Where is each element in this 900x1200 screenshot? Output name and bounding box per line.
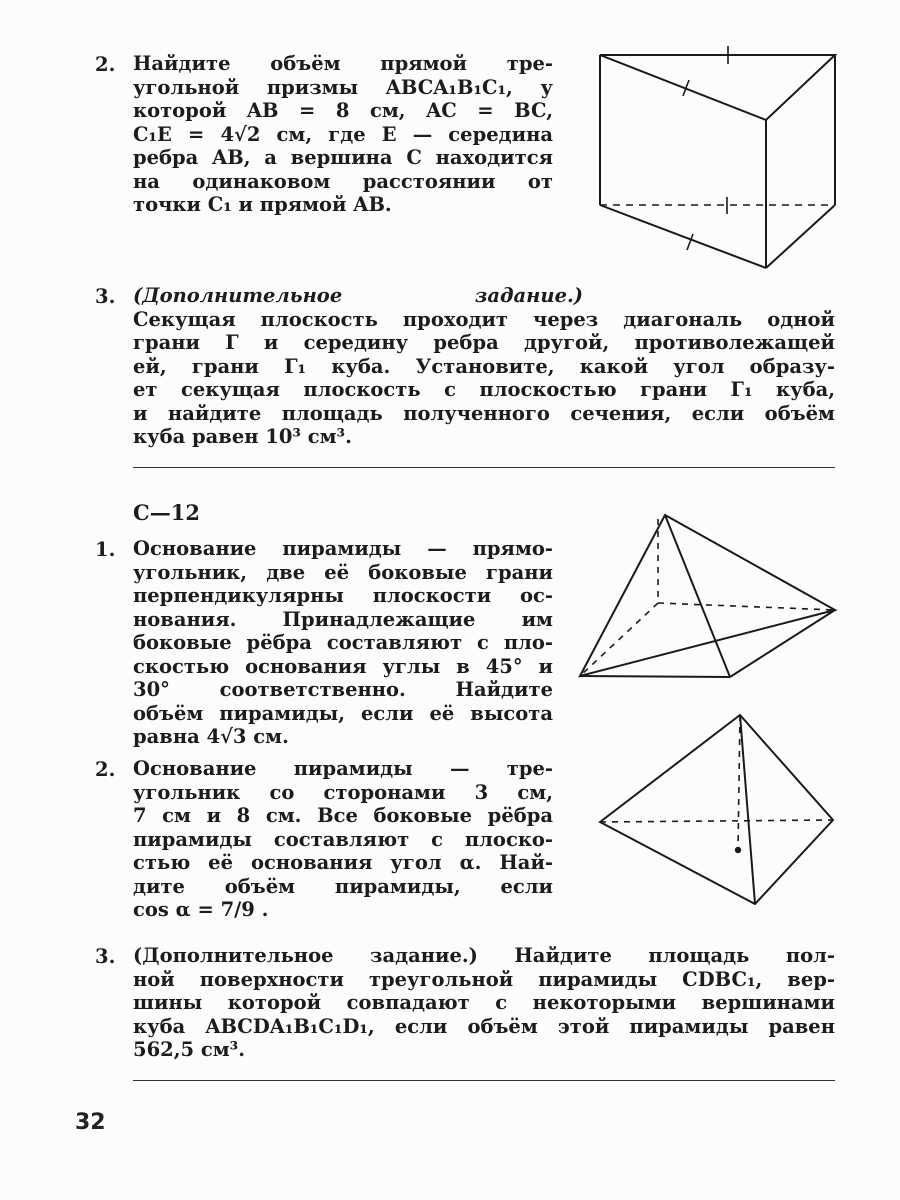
task-c12-2-text: [133, 757, 553, 922]
task-line: 562,5 см³.: [133, 1038, 245, 1061]
prism-edge: [766, 205, 835, 268]
task-line: C₁E = 4√2 см, где E — середина: [133, 122, 553, 146]
pyramid-edge: [740, 715, 755, 904]
task-line: шины которой совпадают с некоторыми вершинами: [133, 991, 835, 1014]
task-line: cos α = 7/9 .: [133, 898, 269, 921]
task-line: пирамиды составляют с плоско-: [133, 827, 553, 851]
task-number: 2.: [95, 53, 116, 76]
task-line: боковые рёбра составляют с пло-: [133, 631, 553, 654]
height-foot-point: [735, 847, 741, 853]
section-divider: [133, 1080, 835, 1081]
pyramid-edge: [730, 610, 835, 677]
pyramid-figure-triangular: [595, 710, 840, 910]
task-line: ет секущая плоскость с плоскостью грани Г₁ куба,: [133, 378, 835, 401]
pyramid-hidden-edge: [658, 603, 835, 610]
section-divider: [133, 467, 835, 468]
task-line: 7 см и 8 см. Все боковые рёбра: [133, 804, 553, 827]
task-line: и найдите площадь полученного сечения, если объём: [133, 401, 835, 425]
task-line: дите объём пирамиды, если: [133, 874, 553, 898]
optional-task-tag: (Дополнительное задание.): [133, 284, 583, 307]
pyramid-edge: [665, 515, 730, 677]
task-line: равна 4√3 см.: [133, 725, 289, 748]
task-line: угольник, две её боковые грани: [133, 560, 553, 584]
task-number: 3.: [95, 285, 116, 308]
pyramid-edge: [580, 676, 730, 677]
task-line: на одинаковом расстоянии от: [133, 169, 553, 193]
pyramid-outline: [600, 715, 833, 904]
task-line: объём пирамиды, если её высота: [133, 701, 553, 725]
task-line: нования. Принадлежащие им: [133, 607, 553, 631]
task-line: Основание пирамиды — тре-: [133, 757, 553, 780]
task-2-text: [133, 52, 553, 217]
task-line: (Дополнительное задание.) Найдите площадь пол-: [133, 944, 835, 967]
task-line: 30° соответственно. Найдите: [133, 678, 553, 701]
task-line: точки C₁ и прямой AB.: [133, 193, 392, 216]
task-line: ребра AB, а вершина C находится: [133, 146, 553, 169]
task-line: перпендикулярны плоскости ос-: [133, 584, 553, 607]
section-heading: С—12: [133, 500, 200, 525]
prism-edge: [600, 205, 766, 268]
task-line: стью её основания угол α. Най-: [133, 851, 553, 874]
prism-top-face: [600, 55, 835, 120]
task-number: 2.: [95, 758, 116, 781]
task-line: Найдите объём прямой тре-: [133, 52, 553, 75]
task-line: Секущая плоскость проходит через диагональ одной: [133, 307, 835, 331]
task-line: куба ABCDA₁B₁C₁D₁, если объём этой пирамиды равен: [133, 1014, 835, 1038]
task-number: 3.: [95, 945, 116, 968]
task-c12-3-text: [133, 944, 835, 1062]
task-line: скостью основания углы в 45° и: [133, 654, 553, 678]
page-number: 32: [75, 1110, 106, 1135]
pyramid-height: [738, 715, 740, 850]
tick-mark: [687, 234, 693, 250]
task-line: которой AB = 8 см, AC = BC,: [133, 99, 553, 122]
pyramid-hidden-edge: [600, 820, 833, 822]
task-3-text: [133, 284, 835, 449]
pyramid-visible-faces: [580, 515, 835, 676]
task-c12-1-text: [133, 537, 553, 749]
task-line: угольник со сторонами 3 см,: [133, 780, 553, 804]
task-line: Основание пирамиды — прямо-: [133, 537, 553, 560]
task-number: 1.: [95, 538, 116, 561]
task-line: ной поверхности треугольной пирамиды CDBC₁, вер-: [133, 967, 835, 991]
pyramid-figure-rectangular: [575, 505, 845, 690]
task-line: ей, грани Г₁ куба. Установите, какой угол образу-: [133, 354, 835, 378]
task-line: угольной призмы ABCA₁B₁C₁, у: [133, 75, 553, 99]
task-line: грани Г и середину ребра другой, противолежащей: [133, 331, 835, 354]
task-line: куба равен 10³ см³.: [133, 425, 352, 448]
prism-figure: [590, 40, 850, 270]
